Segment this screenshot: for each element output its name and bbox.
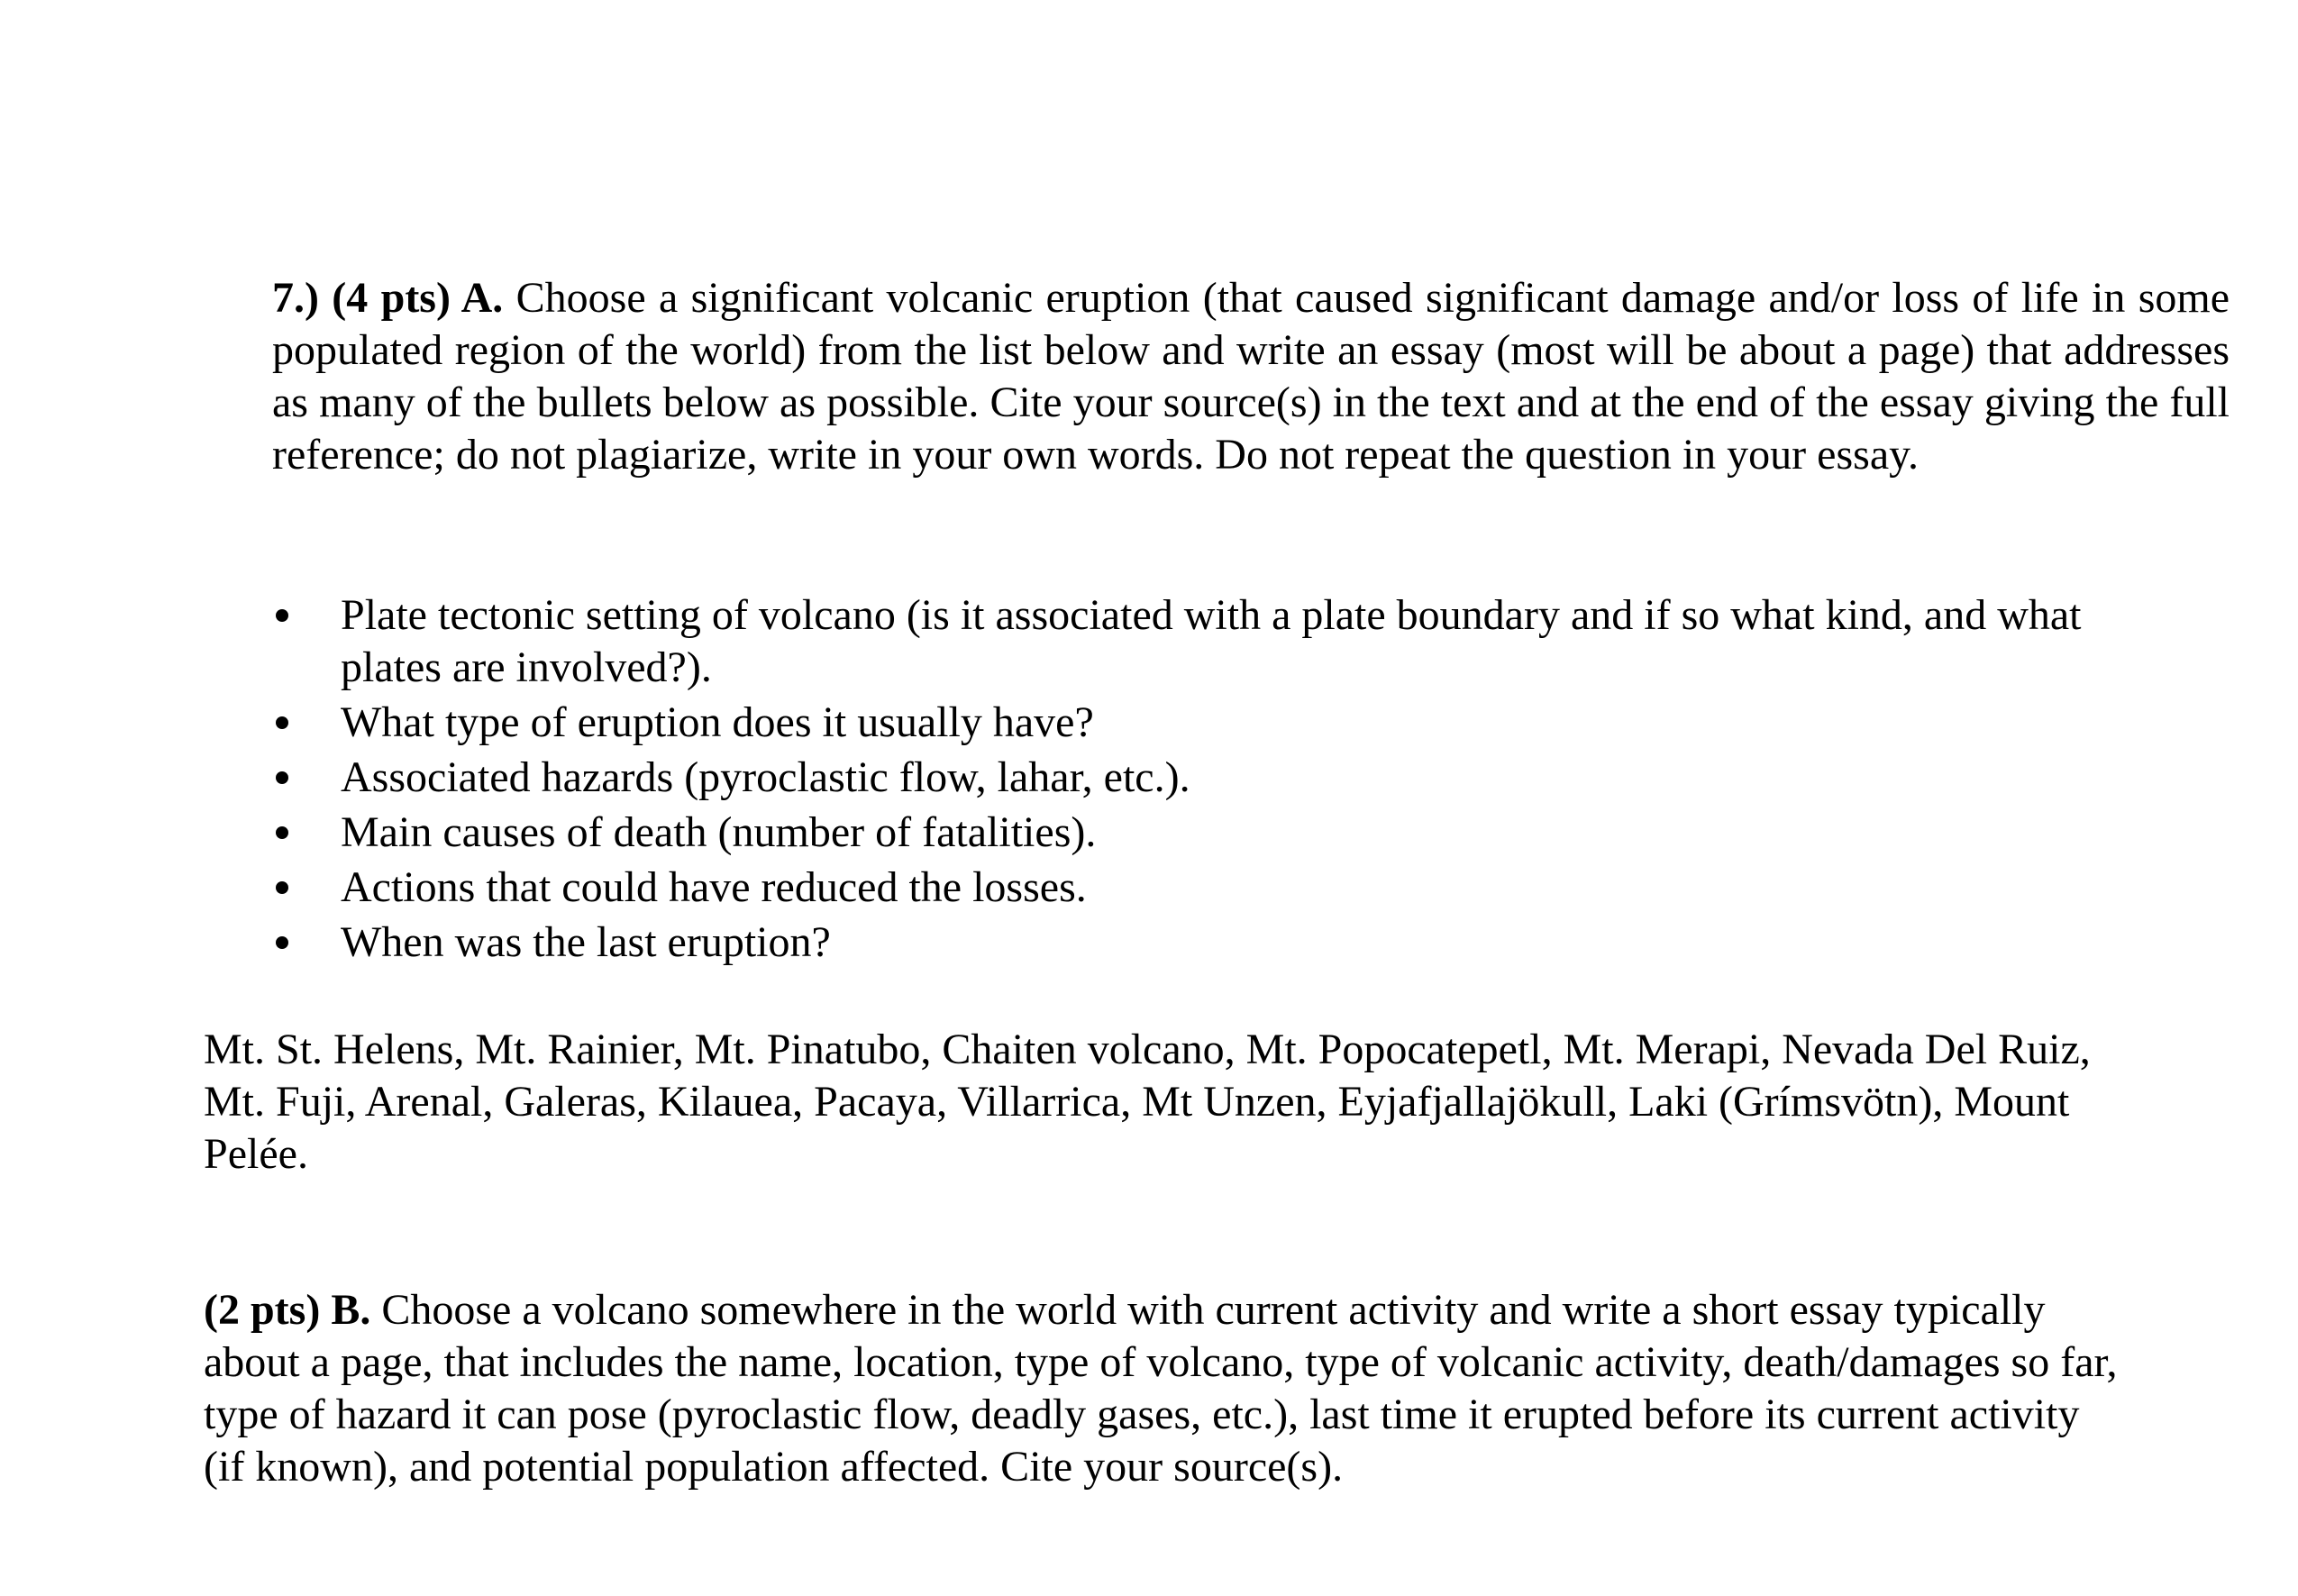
question-7a-label: 7.) (4 pts) A. [272, 274, 504, 322]
bullet-icon [276, 881, 288, 894]
list-item [272, 589, 2165, 694]
list-item-text: Main causes of death (number of fatalities). [341, 808, 1097, 856]
list-item-text: What type of eruption does it usually have? [341, 698, 1094, 746]
question-7b [204, 1284, 2123, 1493]
bullet-icon [276, 771, 288, 784]
question-7b-label: (2 pts) B. [204, 1286, 371, 1334]
list-item-text: Plate tectonic setting of volcano (is it associated with a plate boundary and if so what kind, and what plates are involved?). [341, 591, 2082, 691]
list-item-text: Actions that could have reduced the losses. [341, 863, 1087, 911]
bullet-icon [276, 609, 288, 622]
list-item-text: Associated hazards (pyroclastic flow, lahar, etc.). [341, 753, 1190, 801]
question-7a-prompt: Choose a significant volcanic eruption (that caused significant damage and/or loss of life in some populated region of the world) from the list below and write an essay (most will be about a page) that addresses as many of the bullets below as possible. Cite your source(s) in the text and at the end of the essay giving the full reference; do not plagiarize, write in your own words. Do not repeat the question in your essay. [272, 274, 2230, 479]
bullet-icon [276, 716, 288, 729]
essay-topics-list [272, 589, 2165, 971]
bullet-icon [276, 936, 288, 949]
volcano-list: Mt. St. Helens, Mt. Rainier, Mt. Pinatubo, Chaiten volcano, Mt. Popocatepetl, Mt. Merapi, Nevada Del Ruiz, Mt. Fuji, Arenal, Galeras, Kilauea, Pacaya, Villarrica, Mt Unzen, Eyjafjallajökull, Laki (Grímsvötn), Mount Pelée. [204, 1026, 2091, 1178]
bullet-icon [276, 826, 288, 839]
question-7b-prompt: Choose a volcano somewhere in the world with current activity and write a short essay typically about a page, that includes the name, location, type of volcano, type of volcanic activity, death/damages so far, type of hazard it can pose (pyroclastic flow, deadly gases, etc.), last time it erupted before its current activity (if known), and potential population affected. Cite your source(s). [204, 1286, 2118, 1491]
list-item [272, 862, 2165, 914]
list-item [272, 917, 2165, 969]
list-item-text: When was the last eruption? [341, 918, 831, 966]
list-item [272, 752, 2165, 804]
question-7a [272, 272, 2230, 481]
list-item [272, 807, 2165, 859]
list-item [272, 697, 2165, 749]
